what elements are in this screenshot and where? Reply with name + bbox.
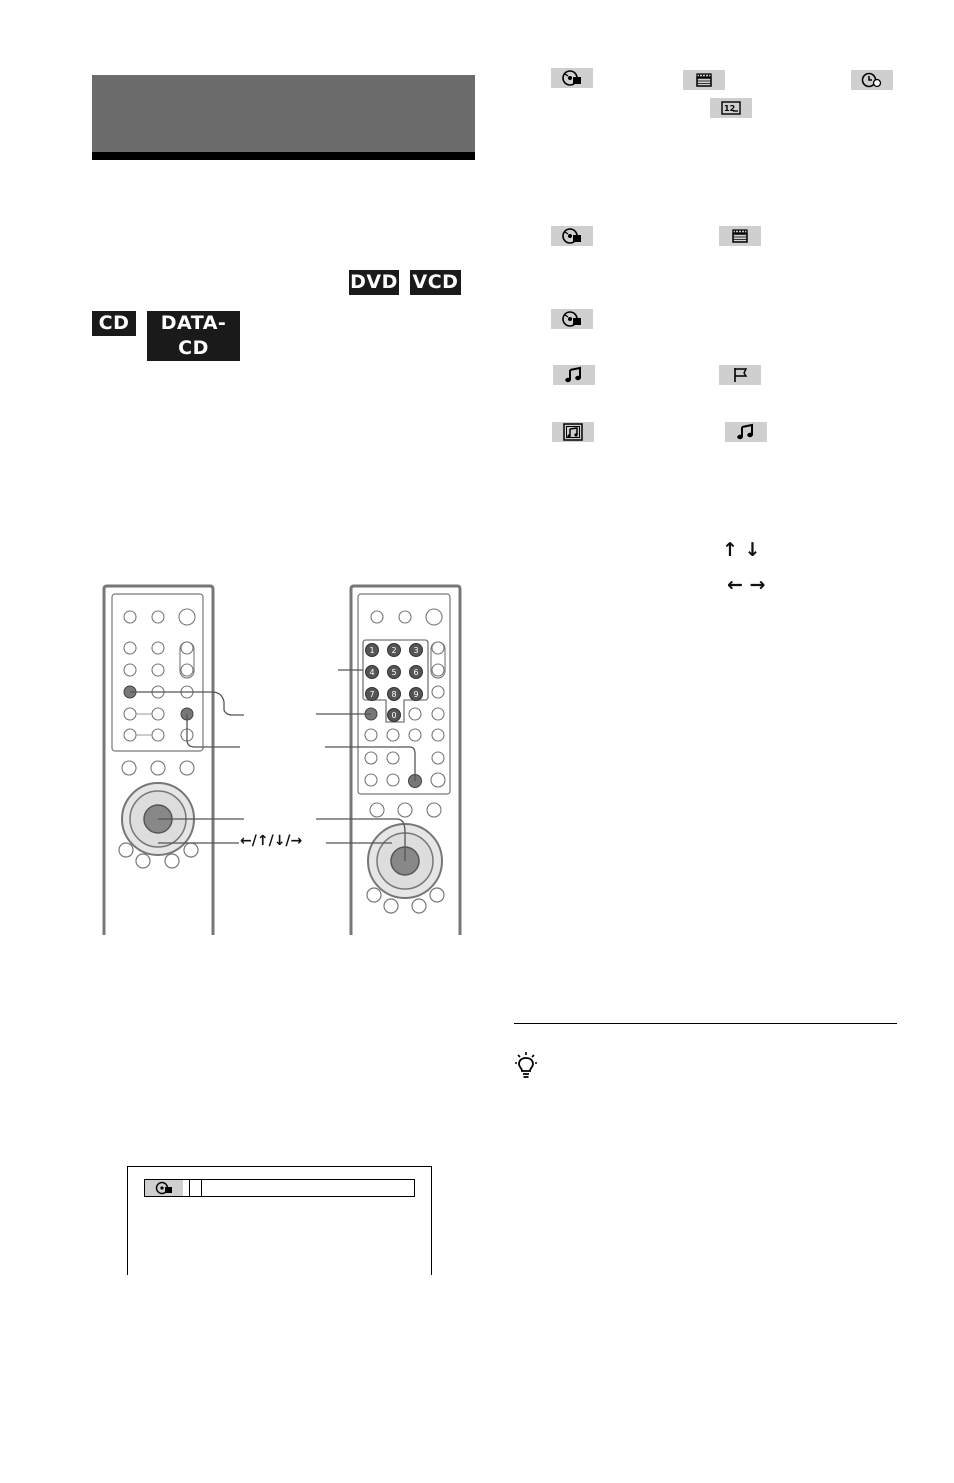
svg-text:5: 5 (391, 668, 397, 677)
on-screen-display (127, 1166, 432, 1275)
left-right-arrows: ← → (727, 574, 766, 596)
disc-title-icon (551, 309, 593, 329)
disc-title-icon (551, 68, 593, 88)
section-divider (514, 1023, 897, 1024)
svg-text:1: 1 (369, 646, 375, 655)
disc-title-icon (145, 1180, 183, 1196)
music-note-icon (725, 422, 767, 442)
svg-text:9: 9 (413, 690, 419, 699)
scene-clapper-icon (683, 70, 725, 90)
osd-number-box (189, 1180, 202, 1196)
index-chapter-icon (710, 98, 752, 118)
up-down-arrows: ↑ ↓ (722, 539, 761, 561)
osd-input-bar (144, 1179, 415, 1197)
music-album-icon (552, 422, 594, 442)
svg-text:2: 2 (391, 646, 397, 655)
cd-badge: CD (92, 311, 136, 336)
svg-text:3: 3 (413, 646, 419, 655)
clock-time-icon (851, 70, 893, 90)
vcd-badge: VCD (410, 270, 461, 295)
cursor-keys-label: ←/↑/↓/→ (240, 833, 303, 849)
left-remote (104, 586, 213, 935)
scene-clapper-icon (719, 226, 761, 246)
svg-text:0: 0 (391, 711, 397, 720)
svg-text:6: 6 (413, 668, 419, 677)
svg-text:8: 8 (391, 690, 397, 699)
disc-title-icon (551, 226, 593, 246)
svg-text:4: 4 (369, 668, 375, 677)
svg-text:7: 7 (369, 690, 375, 699)
svg-text:12: 12 (724, 104, 736, 113)
flag-marker-icon (719, 365, 761, 385)
data-cd-badge: DATA-CD (147, 311, 240, 361)
music-note-icon (553, 365, 595, 385)
remote-control-illustration (92, 582, 476, 937)
section-title-rule (92, 152, 475, 160)
right-remote (351, 586, 460, 935)
lightbulb-icon (513, 1050, 539, 1080)
section-title-band (92, 75, 475, 152)
dvd-badge: DVD (350, 271, 398, 293)
